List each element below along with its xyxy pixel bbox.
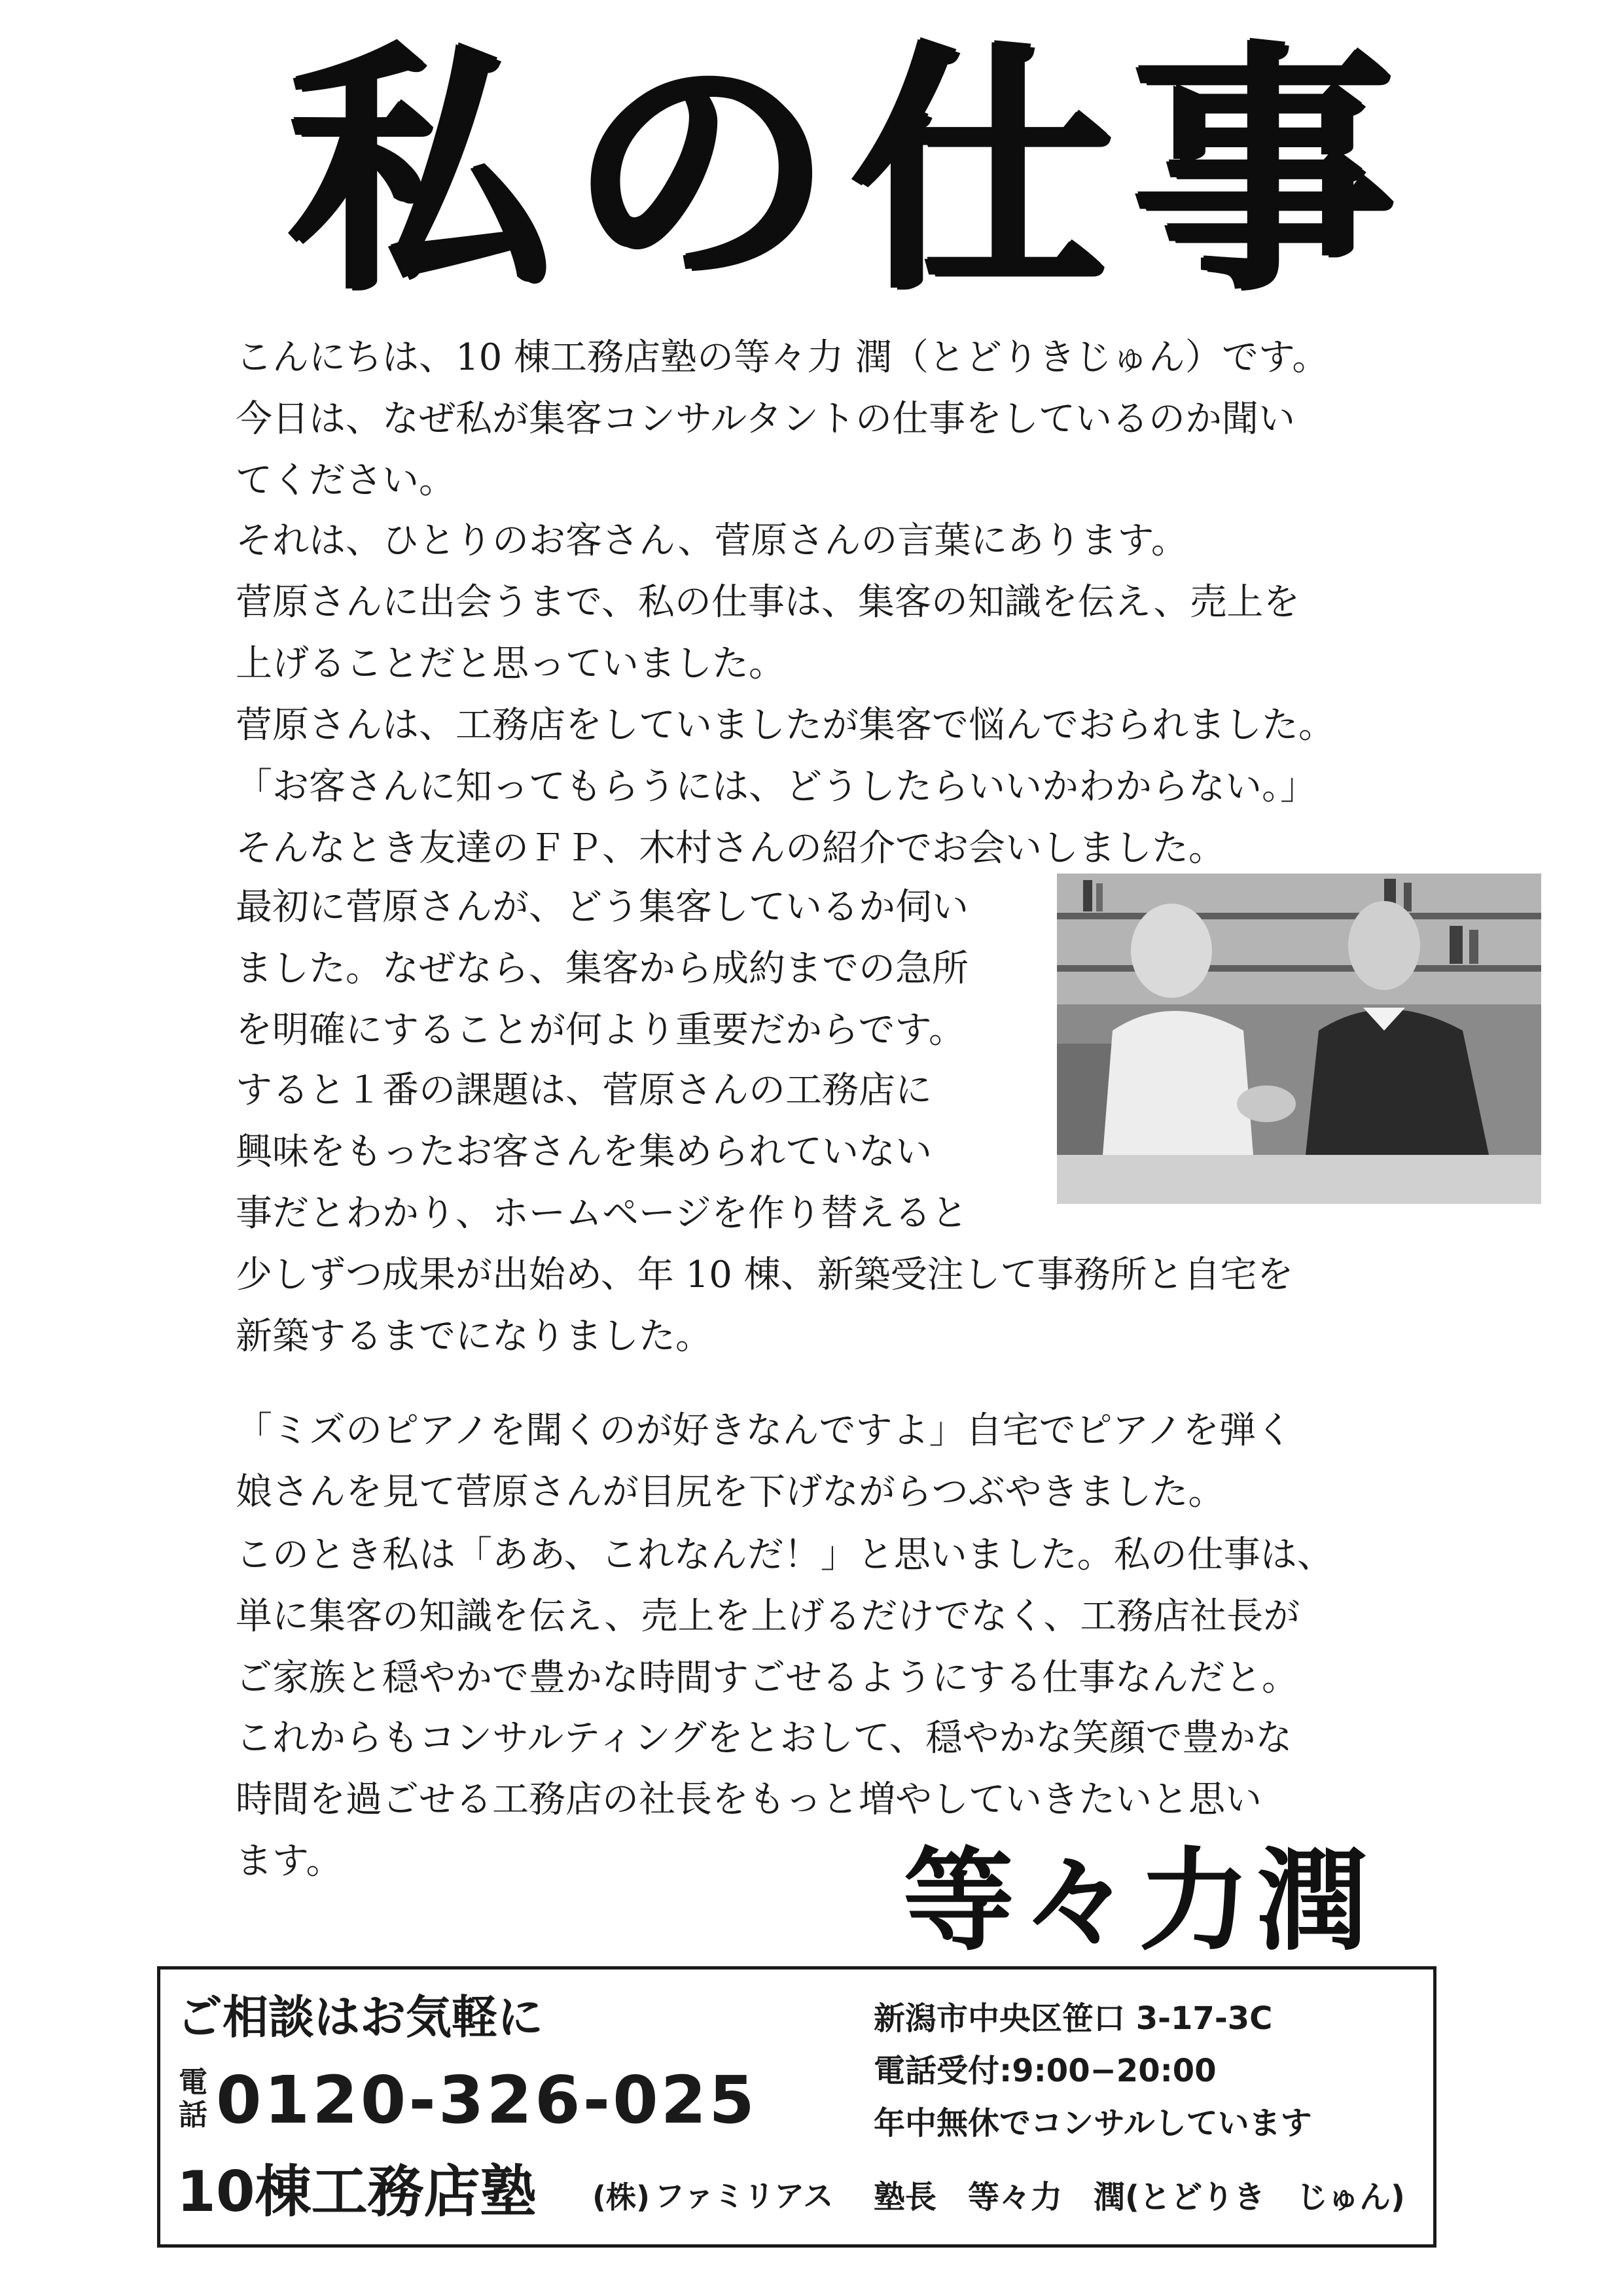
text-line: 今日は、なぜ私が集客コンサルタントの仕事をしているのか聞い bbox=[236, 398, 1295, 440]
text-line: 単に集客の知識を伝え、売上を上げるだけでなく、工務店社長が bbox=[236, 1595, 1300, 1638]
corp-mark: (株) bbox=[592, 2180, 651, 2215]
signature: 等々力潤 bbox=[903, 1835, 1375, 1966]
paragraph-piano bbox=[236, 1400, 1293, 1523]
text-line: ました。なぜなら、集客から成約までの急所 bbox=[236, 947, 969, 990]
text-line: すると１番の課題は、菅原さんの工務店に bbox=[236, 1069, 932, 1112]
open-days: 年中無休でコンサルしています bbox=[874, 2105, 1312, 2142]
text-line: 新築するまでになりました。 bbox=[236, 1315, 712, 1358]
phone-hours: 電話受付:9:00−20:00 bbox=[874, 2053, 1217, 2089]
text-line: 菅原さんに出会うまで、私の仕事は、集客の知識を伝え、売上を bbox=[236, 581, 1300, 624]
corp-name: ファミリアス bbox=[654, 2178, 834, 2214]
text-line: 娘さんを見て菅原さんが目尻を下げながらつぶやきました。 bbox=[236, 1471, 1225, 1513]
phone-number: 0120-326-025 bbox=[216, 2062, 757, 2138]
text-line: これからもコンサルティングをとおして、穏やかな笑顔で豊かな bbox=[236, 1717, 1293, 1759]
paragraph-sugawara bbox=[236, 510, 1335, 879]
text-line: 「お客さんに知ってもらうには、どうしたらいいかわからない。」 bbox=[236, 766, 1317, 808]
paragraph-greeting bbox=[236, 327, 1329, 512]
text-line: 最初に菅原さんが、どう集客しているか伺い bbox=[236, 886, 969, 928]
text-line: こんにちは、10 棟工務店塾の等々力 潤（とどりきじゅん）です。 bbox=[236, 336, 1329, 379]
text-line: てください。 bbox=[236, 459, 455, 502]
text-line: ご家族と穏やかで豊かな時間すごせるようにする仕事なんだと。 bbox=[236, 1657, 1298, 1699]
address: 新潟市中央区笹口 3-17-3C bbox=[874, 2000, 1273, 2037]
text-line: 時間を過ごせる工務店の社長をもっと増やしていきたいと思い bbox=[236, 1778, 1262, 1821]
paragraph-realization bbox=[236, 1525, 1334, 1709]
text-line: 上げることだと思っていました。 bbox=[236, 643, 785, 685]
text-line: を明確にすることが何より重要だからです。 bbox=[236, 1009, 965, 1051]
contact-box bbox=[157, 1966, 1436, 2248]
text-line: 事だとわかり、ホームページを作り替えると bbox=[236, 1192, 968, 1235]
school-head: 塾長 等々力 潤(とどりき じゅん) bbox=[874, 2179, 1405, 2216]
text-line: 菅原さんは、工務店をしていましたが集客で悩んでおられました。 bbox=[236, 704, 1335, 747]
text-line: 興味をもったお客さんを集められていない bbox=[236, 1131, 932, 1173]
page-title: 私の仕事 bbox=[288, 16, 1414, 324]
text-line: そんなとき友達のＦＰ、木村さんの紹介でお会いしました。 bbox=[236, 827, 1225, 870]
text-line: それは、ひとりのお客さん、菅原さんの言葉にあります。 bbox=[236, 520, 1188, 562]
company-name: 10棟工務店塾 bbox=[177, 2159, 537, 2225]
text-line: ます。 bbox=[236, 1840, 343, 1882]
paragraph-first-meeting bbox=[236, 877, 969, 1061]
contact-heading: ご相談はお気軽に bbox=[177, 1990, 543, 2044]
text-line: 「ミズのピアノを聞くのが好きなんですよ」自宅でピアノを弾く bbox=[236, 1409, 1293, 1452]
text-line: 少しずつ成果が出始め、年 10 棟、新築受注して事務所と自宅を bbox=[236, 1254, 1294, 1296]
handshake-photo bbox=[1057, 874, 1541, 1204]
text-line: このとき私は「ああ、これなんだ！」と思いました。私の仕事は、 bbox=[236, 1534, 1334, 1576]
phone-label: 電話 bbox=[179, 2066, 207, 2132]
